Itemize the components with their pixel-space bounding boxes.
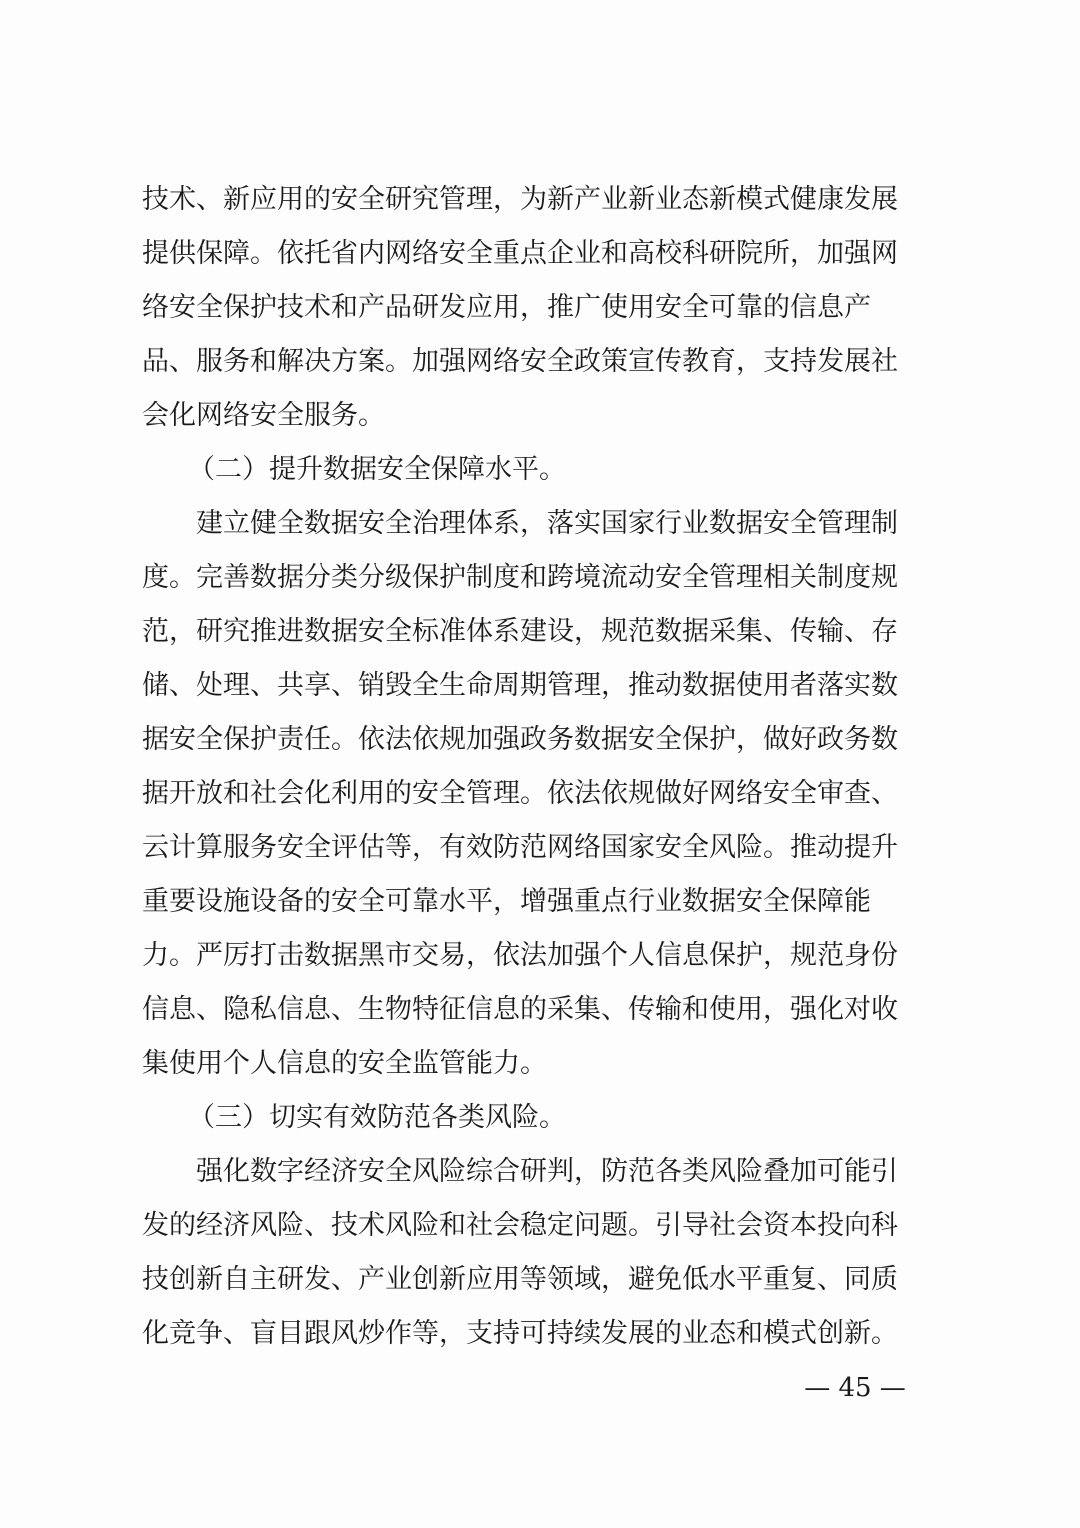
text-line: 技术、新应用的安全研究管理，为新产业新业态新模式健康发展 <box>142 184 898 215</box>
text-line: 品、服务和解决方案。加强网络安全政策宣传教育，支持发展社 <box>142 346 898 377</box>
text-line: 会化网络安全服务。 <box>142 400 385 431</box>
text-line: 信息、隐私信息、生物特征信息的采集、传输和使用，强化对收 <box>142 994 898 1025</box>
text-line: 力。严厉打击数据黑市交易，依法加强个人信息保护，规范身份 <box>142 940 898 971</box>
text-line: 度。完善数据分类分级保护制度和跨境流动安全管理相关制度规 <box>142 562 898 593</box>
text-line: 范，研究推进数据安全标准体系建设，规范数据采集、传输、存 <box>142 616 898 647</box>
text-line: 化竞争、盲目跟风炒作等，支持可持续发展的业态和模式创新。 <box>142 1318 898 1349</box>
text-line: 重要设施设备的安全可靠水平，增强重点行业数据安全保障能 <box>142 886 871 917</box>
text-line: 技创新自主研发、产业创新应用等领域，避免低水平重复、同质 <box>142 1264 898 1295</box>
text-line: 强化数字经济安全风险综合研判，防范各类风险叠加可能引 <box>196 1156 898 1187</box>
text-line: 络安全保护技术和产品研发应用，推广使用安全可靠的信息产 <box>142 292 871 323</box>
text-line: 云计算服务安全评估等，有效防范网络国家安全风险。推动提升 <box>142 832 898 863</box>
section-heading: （三）切实有效防范各类风险。 <box>188 1102 566 1133</box>
text-line: 发的经济风险、技术风险和社会稳定问题。引导社会资本投向科 <box>142 1210 898 1241</box>
text-line: 集使用个人信息的安全监管能力。 <box>142 1048 547 1079</box>
text-line: 据安全保护责任。依法依规加强政务数据安全保护，做好政务数 <box>142 724 898 755</box>
page-number: — 45 — <box>804 1373 906 1403</box>
text-line: 储、处理、共享、销毁全生命周期管理，推动数据使用者落实数 <box>142 670 898 701</box>
text-line: 据开放和社会化利用的安全管理。依法依规做好网络安全审查、 <box>142 778 898 809</box>
text-line: 提供保障。依托省内网络安全重点企业和高校科研院所，加强网 <box>142 238 898 269</box>
text-line: 建立健全数据安全治理体系，落实国家行业数据安全管理制 <box>196 508 898 539</box>
section-heading: （二）提升数据安全保障水平。 <box>188 454 566 485</box>
